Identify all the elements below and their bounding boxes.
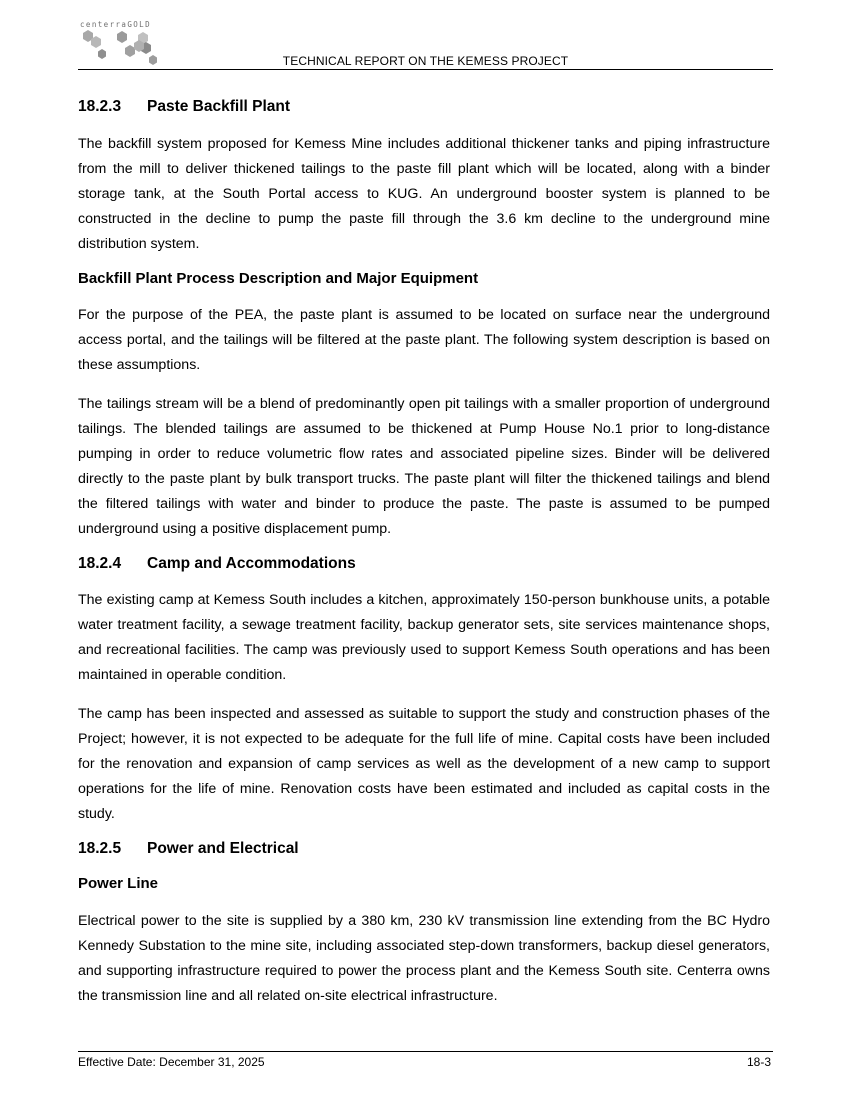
section-title: Camp and Accommodations <box>147 555 356 572</box>
page-number: 18-3 <box>746 1055 771 1069</box>
paragraph: The camp has been inspected and assessed as suitable to support the study and construction phases of the Project; however, it is not expected to be adequate for the full life of mine. Capital costs have been included for the renovation and expansion of camp services as well as the development of a new camp to support operations for the life of mine. Renovation costs have been estimated and included as capital costs in the study. <box>78 706 770 822</box>
subheading-backfill-process: Backfill Plant Process Description and Major Equipment <box>78 270 479 287</box>
effective-date: Effective Date: December 31, 2025 <box>78 1055 265 1069</box>
subheading-power-line: Power Line <box>78 875 159 892</box>
section-title: Power and Electrical <box>147 840 299 857</box>
section-heading-18-2-3 <box>78 96 770 118</box>
section-number: 18.2.5 <box>78 840 122 857</box>
paragraph: Electrical power to the site is supplied by a 380 km, 230 kV transmission line extending from the BC Hydro Kennedy Substation to the mine site, including associated step-down transformers, backup diesel generators, and supporting infrastructure required to power the process plant and the Kemess South site. Centerra owns the transmission line and all related on-site electrical infrastructure. <box>78 913 770 1004</box>
paragraph: The existing camp at Kemess South includes a kitchen, approximately 150-person bunkhouse units, a potable water treatment facility, a sewage treatment facility, backup generator sets, site services maintenance shops, and recreational facilities. The camp was previously used to support Kemess South operations and has been maintained in operable condition. <box>78 592 770 683</box>
footer-divider <box>78 1051 773 1052</box>
section-heading-18-2-5 <box>78 838 770 860</box>
logo-wordmark: centerraGOLD <box>80 20 151 29</box>
paragraph: The backfill system proposed for Kemess Mine includes additional thickener tanks and piping infrastructure from the mill to deliver thickened tailings to the paste fill plant which will be located, along with a binder storage tank, at the South Portal access to KUG. An underground booster system is planned to be constructed in the decline to pump the paste fill through the 3.6 km decline to the underground mine distribution system. <box>78 136 770 252</box>
section-title: Paste Backfill Plant <box>147 98 291 115</box>
section-number: 18.2.4 <box>78 555 122 572</box>
page-content <box>78 96 770 1009</box>
paragraph: The tailings stream will be a blend of predominantly open pit tailings with a smaller proportion of underground tailings. The blended tailings are assumed to be thickened at Pump House No.1 prior to long-distance pumping in order to reduce volumetric flow rates and associated pipeline sizes. Binder will be delivered directly to the paste plant by bulk transport trucks. The paste plant will filter the thickened tailings and blend the filtered tailings with water and binder to produce the paste. The paste is assumed to be pumped underground using a positive displacement pump. <box>78 396 770 537</box>
report-header-title: TECHNICAL REPORT ON THE KEMESS PROJECT <box>282 54 569 68</box>
header-divider <box>78 69 773 70</box>
section-number: 18.2.3 <box>78 98 122 115</box>
section-heading-18-2-4 <box>78 553 770 575</box>
paragraph: For the purpose of the PEA, the paste plant is assumed to be located on surface near the underground access portal, and the tailings will be filtered at the paste plant. The following system description is based on these assumptions. <box>78 307 770 373</box>
